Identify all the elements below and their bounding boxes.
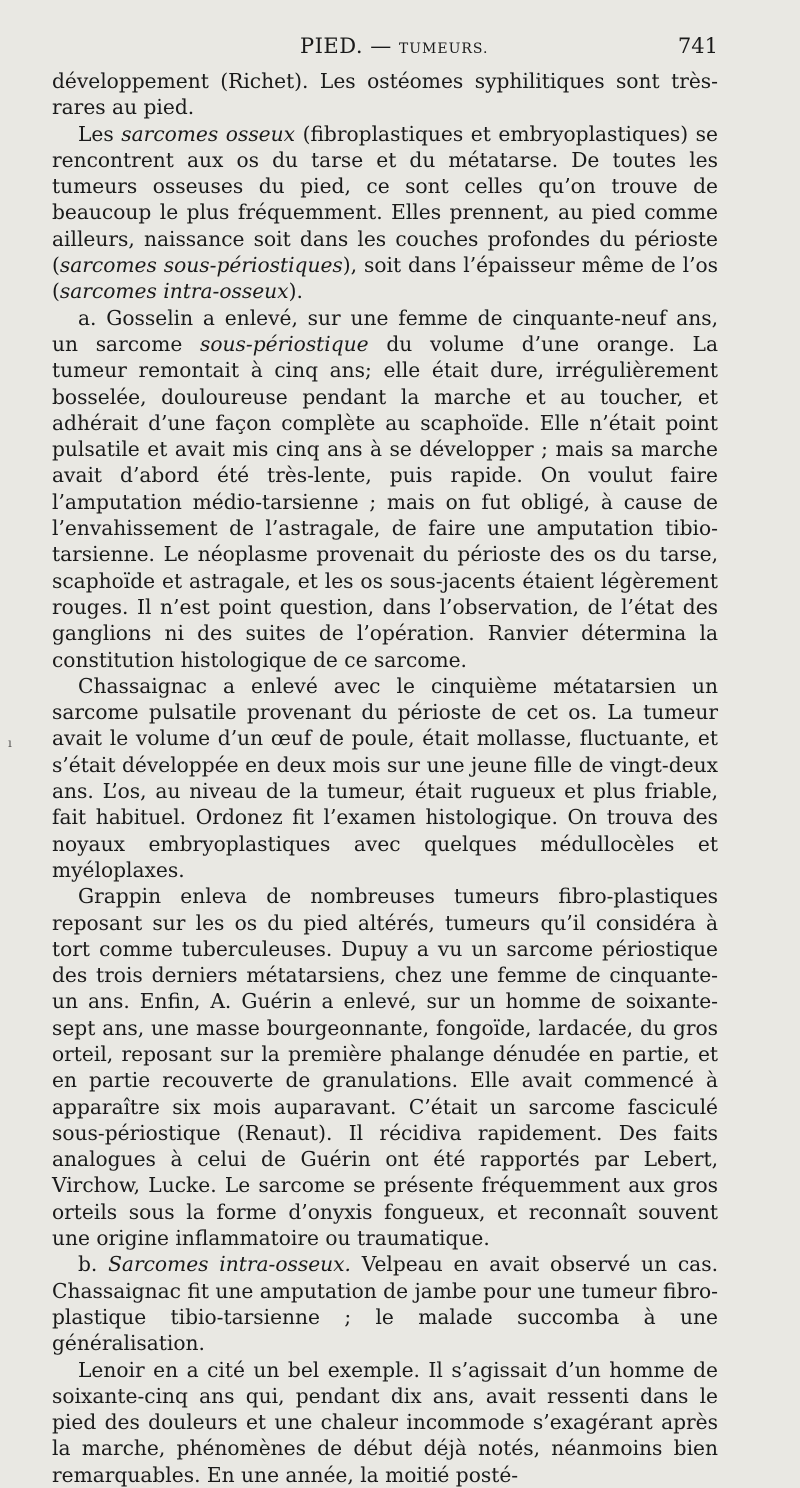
body-text xyxy=(52,68,718,1488)
subsection-title: TUMEURS. xyxy=(398,41,489,57)
running-header xyxy=(52,34,718,68)
paragraph xyxy=(52,305,718,673)
page-number: 741 xyxy=(677,34,718,58)
text-run: Grappin enleva de nombreuses tumeurs fibro-plastiques reposant sur les os du pied altérés, tumeurs qu’il considéra à tort comme tuberculeuses. Dupuy a vu un sarcome périostique des trois derniers métatarsiens, chez une femme de cinquante-un ans. Enfin, A. Guérin a enlevé, sur un homme de soixante-sept ans, une masse bourgeonnante, fongoïde, lardacée, du gros orteil, reposant sur la première phalange dénudée en partie, et en partie recouverte de granulations. Elle avait commencé à apparaître six mois auparavant. C’était un sarcome fasciculé sous-périostique (Renaut). Il récidiva rapidement. Des faits analogues à celui de Guérin ont été rapportés par Lebert, Virchow, Lucke. Le sarcome se présente fréquemment aux gros orteils sous la forme d’onyxis fongueux, et reconnaît souvent une origine inflammatoire ou traumatique. xyxy=(52,884,718,1251)
italic-run: sarcomes sous-périostiques xyxy=(59,253,343,278)
paragraph xyxy=(52,1251,718,1356)
paragraph xyxy=(52,68,718,121)
running-title xyxy=(300,34,488,58)
text-run: ), soit dans l’épaisseur même de l’os ( xyxy=(52,253,719,304)
text-run: du volume d’une orange. La tumeur remontait à cinq ans; elle était dure, irrégulièrement bosselée, douloureuse pendant la marche et au toucher, et adhérait d’une façon complète au scaphoïde. Elle n’était point pulsatile et avait mis cinq ans à se développer ; mais sa marche avait d’abord été très-lente, puis rapide. On voulut faire l’amputation médio-tarsienne ; mais on fut obligé, à cause de l’envahissement de l’astragale, de faire une amputation tibio-tarsienne. Le néoplasme provenait du périoste des os du tarse, scaphoïde et astragale, et les os sous-jacents étaient légèrement rouges. Il n’est point question, dans l’observation, de l’état des ganglions ni des suites de l’opération. Ranvier détermina la constitution histologique de ce sarcome. xyxy=(52,331,718,672)
text-run: Chassaignac a enlevé avec le cinquième métatarsien un sarcome pulsatile provenant du périoste de cet os. La tumeur avait le volume d’un œuf de poule, était mollasse, fluctuante, et s’était développée en deux mois sur une jeune fille de vingt-deux ans. L’os, au niveau de la tumeur, était rugueux et plus friable, fait habituel. Ordonez fit l’examen histologique. On trouva des noyaux embryoplastiques avec quelques médullocèles et myéloplaxes. xyxy=(52,673,718,882)
margin-mark: ı xyxy=(8,736,12,750)
paragraph xyxy=(52,673,718,883)
text-run: développement (Richet). Les ostéomes syphilitiques sont très-rares au pied. xyxy=(52,69,718,120)
italic-run: sarcomes osseux xyxy=(121,121,296,146)
paragraph xyxy=(52,121,718,305)
text-run: (fibroplastiques et embryoplastiques) se rencontrent aux os du tarse et du métatarse. De toutes les tumeurs osseuses du pied, ce sont celles qu’on trouve de beaucoup le plus fréquemment. Elles prennent, au pied comme ailleurs, naissance soit dans les couches profondes du périoste ( xyxy=(52,121,718,278)
section-title: PIED. — xyxy=(300,34,392,58)
text-run: Lenoir en a cité un bel exemple. Il s’agissait d’un homme de soixante-cinq ans qui, pendant dix ans, avait ressenti dans le pied des douleurs et une chaleur incommode s’exagérant après la marche, phénomènes de début déjà notés, néanmoins bien remarquables. En une année, la moitié posté- xyxy=(52,1357,718,1487)
italic-run: sarcomes intra-osseux xyxy=(59,279,289,304)
text-run: ). xyxy=(288,279,303,304)
paragraph xyxy=(52,1357,718,1488)
text-run: b. xyxy=(78,1252,109,1277)
text-run: Velpeau en avait observé un cas. Chassaignac fit une amputation de jambe pour une tumeur fibro-plastique tibio-tarsienne ; le malade succomba à une généralisation. xyxy=(52,1252,718,1356)
italic-run: sous-périostique xyxy=(200,331,369,356)
text-run: Les xyxy=(78,121,122,146)
paragraph xyxy=(52,883,718,1251)
italic-run: Sarcomes intra-osseux. xyxy=(108,1252,351,1277)
text-run: a. Gosselin a enlevé, sur une femme de cinquante-neuf ans, un sarcome xyxy=(52,305,718,356)
